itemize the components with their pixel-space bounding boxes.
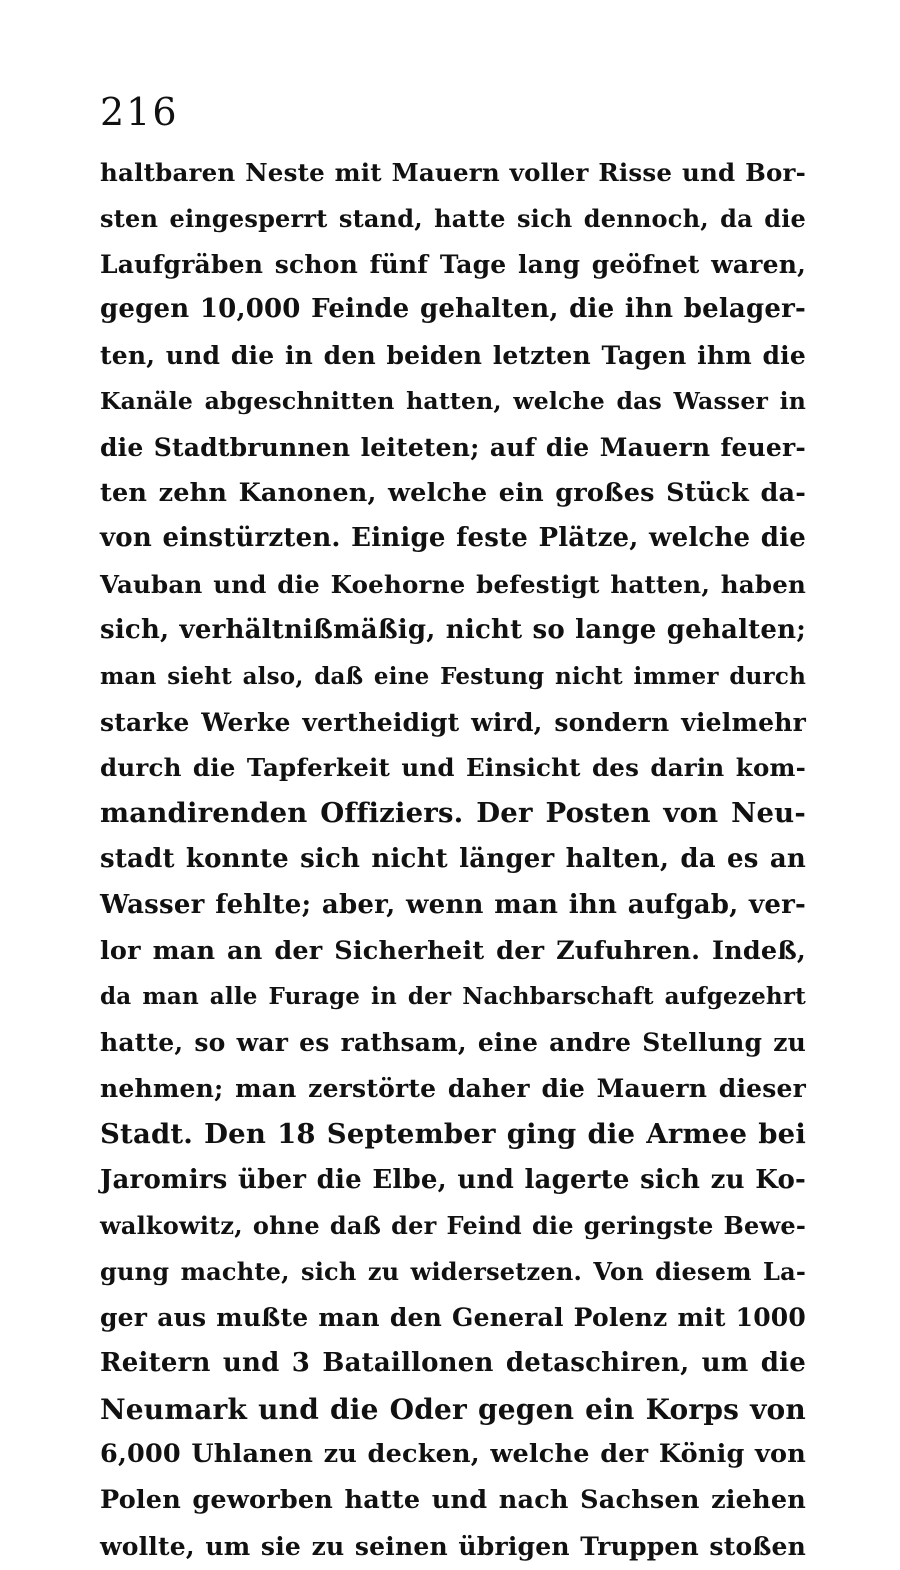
- text-line: durch die Tapferkeit und Einsicht des darin kom-: [100, 753, 806, 783]
- text-line: haltbaren Neste mit Mauern voller Risse und Bor-: [100, 158, 806, 187]
- body-text: [100, 150, 806, 1570]
- page-number: 216: [100, 90, 179, 134]
- text-line: man sieht also, daß eine Festung nicht immer durch: [100, 662, 806, 690]
- text-line: ten, und die in den beiden letzten Tagen ihm die: [100, 341, 806, 371]
- text-line: lor man an der Sicherheit der Zufuhren. Indeß,: [100, 935, 806, 966]
- text-line: nehmen; man zerstörte daher die Mauern dieser: [100, 1073, 806, 1103]
- text-line: Jaromirs über die Elbe, und lagerte sich zu Ko-: [100, 1164, 806, 1195]
- text-line: sich, verhältnißmäßig, nicht so lange gehalten;: [100, 614, 806, 645]
- text-line: 6,000 Uhlanen zu decken, welche der König von: [100, 1439, 806, 1470]
- text-line: starke Werke vertheidigt wird, sondern vielmehr: [100, 707, 806, 737]
- text-line: von einstürzten. Einige feste Plätze, welche die: [100, 523, 806, 554]
- text-line: die Stadtbrunnen leiteten; auf die Mauern feuer-: [100, 432, 806, 462]
- text-line: gung machte, sich zu widersetzen. Von diesem La-: [100, 1257, 806, 1287]
- text-line: Stadt. Den 18 September ging die Armee bei: [100, 1117, 806, 1150]
- text-line: gegen 10,000 Feinde gehalten, die ihn belager-: [100, 294, 806, 325]
- text-line: Vauban und die Koehorne befestigt hatten, haben: [100, 570, 806, 600]
- text-line: sten eingesperrt stand, hatte sich dennoch, da die: [100, 203, 806, 233]
- text-line: da man alle Furage in der Nachbarschaft aufgezehrt: [100, 983, 806, 1011]
- text-line: stadt konnte sich nicht länger halten, da es an: [100, 843, 806, 874]
- text-line: Wasser fehlte; aber, wenn man ihn aufgab, ver-: [100, 889, 806, 920]
- text-line: Kanäle abgeschnitten hatten, welche das Wasser in: [100, 386, 806, 415]
- text-line: walkowitz, ohne daß der Feind die geringste Bewe-: [100, 1211, 806, 1241]
- text-line: Polen geworben hatte und nach Sachsen ziehen: [100, 1485, 806, 1516]
- text-line: wollte, um sie zu seinen übrigen Truppen stoßen: [100, 1531, 806, 1561]
- text-line: Neumark und die Oder gegen ein Korps von: [100, 1392, 806, 1426]
- text-line: Laufgräben schon fünf Tage lang geöfnet waren,: [100, 249, 806, 279]
- text-line: hatte, so war es rathsam, eine andre Stellung zu: [100, 1028, 806, 1058]
- text-line: ger aus mußte man den General Polenz mit 1000: [100, 1302, 806, 1332]
- text-line: mandirenden Offiziers. Der Posten von Neu-: [100, 797, 806, 830]
- text-line: ten zehn Kanonen, welche ein großes Stück da-: [100, 477, 806, 508]
- text-line: Reitern und 3 Bataillonen detaschiren, um die: [100, 1347, 806, 1378]
